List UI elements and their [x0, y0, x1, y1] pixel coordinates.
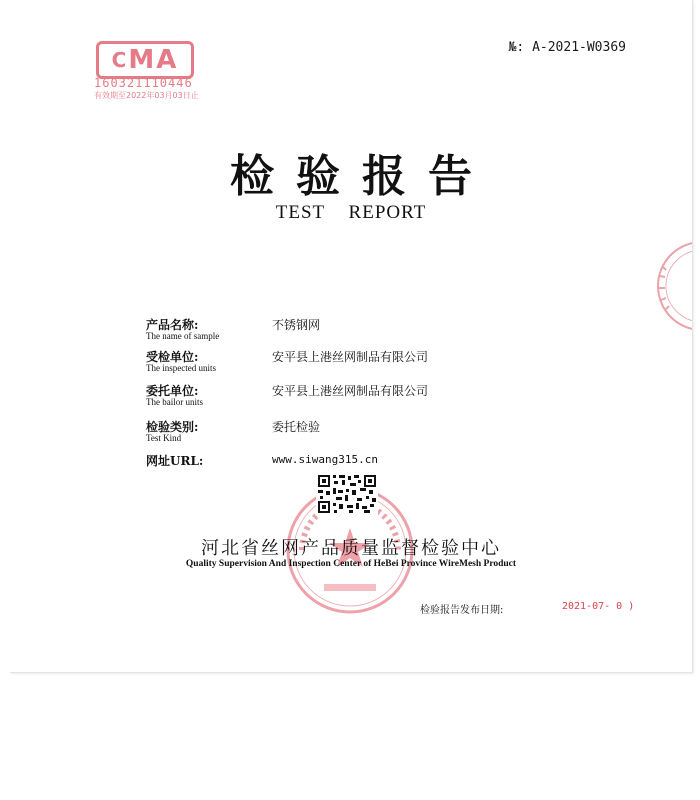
field-label-cn: 网址URL:: [146, 454, 204, 468]
cma-logo-text: MA: [128, 45, 179, 75]
field-value: 安平县上港丝网制品有限公司: [272, 350, 429, 364]
report-number: №: A-2021-W0369: [508, 40, 626, 55]
cma-c-mark: C: [111, 48, 129, 72]
field-value: 不锈钢网: [272, 318, 321, 332]
field-label-cn: 受检单位:: [146, 350, 199, 364]
cma-number: 160321110446: [94, 76, 193, 90]
field-value: 安平县上港丝网制品有限公司: [272, 384, 429, 398]
qr-code[interactable]: [316, 473, 378, 515]
cma-certification-stamp: [82, 35, 212, 105]
field-value: 委托检验: [272, 420, 321, 434]
title-chinese: 检验报告: [230, 151, 494, 202]
issuer-name-en: Quality Supervision And Inspection Center of HeBei Province WireMesh Product: [185, 559, 517, 569]
field-label-en: The inspected units: [146, 363, 216, 373]
partial-red-seal: [632, 236, 693, 336]
field-label-en: The bailor units: [146, 397, 203, 407]
field-label-cn: 检验类别:: [146, 420, 199, 434]
cma-validity: 有效期至2022年03月03日止: [94, 91, 199, 100]
field-label-cn: 委托单位:: [146, 384, 199, 398]
issue-date-label: 检验报告发布日期:: [420, 605, 504, 616]
field-label-en: The name of sample: [146, 331, 220, 341]
field-label-en: Test Kind: [146, 433, 182, 443]
title-english: TEST REPORT: [275, 202, 427, 223]
report-cover-page: [10, 0, 693, 673]
cma-logo: [96, 41, 194, 79]
website-url[interactable]: www.siwang315.cn: [272, 453, 378, 466]
issuer-name-cn: 河北省丝网产品质量监督检验中心: [201, 538, 501, 559]
issue-date-stamp: 2021-07- 0 ): [562, 601, 635, 612]
field-label-cn: 产品名称:: [146, 318, 199, 332]
